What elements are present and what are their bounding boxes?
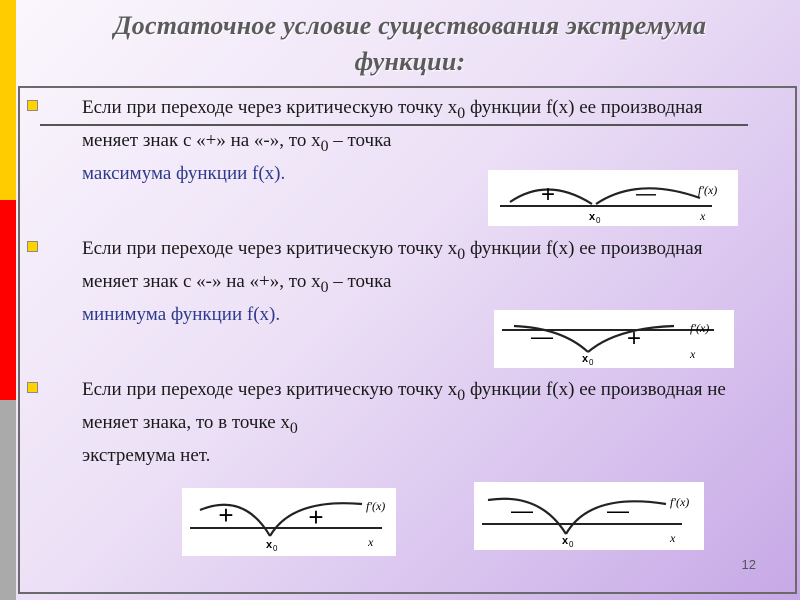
point-subscript: 0	[589, 358, 594, 367]
graph-no-extremum-negative	[474, 482, 704, 550]
function-label: f′(x)	[366, 499, 386, 513]
subscript: 0	[457, 386, 466, 404]
condition-text: Если при переходе через критическую точку х	[82, 97, 458, 118]
condition-no-extremum	[82, 376, 744, 469]
sign-right: +	[626, 325, 642, 352]
bullet-marker	[27, 382, 38, 393]
condition-text: Если при переходе через критическую точку х	[82, 379, 458, 400]
graph-maximum	[488, 170, 738, 226]
page-number: 12	[741, 557, 756, 572]
point-label: x	[562, 535, 569, 547]
subscript: 0	[457, 104, 466, 122]
sign-diagram	[474, 482, 704, 550]
axis-label: x	[690, 347, 696, 361]
accent-stripe-gray	[0, 400, 16, 600]
condition-conclusion: минимума функции f(x).	[82, 303, 281, 325]
graph-no-extremum-positive	[182, 488, 396, 556]
condition-text: функции f(x) ее производная меняет знак с «+» на «-», то х	[82, 97, 703, 151]
subscript: 0	[457, 245, 466, 263]
sign-left: —	[511, 498, 533, 523]
condition-conclusion: максимума функции f(x).	[82, 162, 286, 184]
slide-title	[20, 8, 800, 80]
sign-left: +	[540, 181, 556, 208]
graph-minimum	[494, 310, 734, 368]
sign-diagram	[182, 488, 396, 556]
condition-text: Если при переходе через критическую точку х	[82, 238, 458, 259]
condition-text: – точка	[328, 270, 392, 292]
point-subscript: 0	[569, 540, 574, 549]
condition-conclusion: экстремума нет.	[82, 444, 211, 466]
condition-text: функции f(x) ее производная не меняет знака, то в точке х	[82, 379, 726, 433]
sign-diagram	[494, 310, 734, 368]
accent-stripe-red	[0, 200, 16, 400]
function-label: f′(x)	[690, 321, 710, 335]
point-label: x	[266, 539, 273, 551]
slide-title-line2: функции:	[354, 47, 466, 76]
axis-label: x	[368, 535, 374, 549]
function-label: f′(x)	[698, 183, 718, 197]
sign-right: —	[607, 498, 629, 523]
derivative-curve	[200, 505, 270, 536]
sign-left: —	[531, 324, 553, 349]
axis-label: x	[700, 209, 706, 223]
point-subscript: 0	[273, 544, 278, 553]
axis-label: x	[670, 531, 676, 545]
bullet-marker	[27, 100, 38, 111]
point-label: x	[582, 353, 589, 365]
function-label: f′(x)	[670, 495, 690, 509]
sign-left: +	[218, 500, 234, 530]
condition-text: – точка	[328, 129, 392, 151]
subscript: 0	[289, 419, 298, 437]
accent-stripe-yellow	[0, 0, 16, 200]
slide-title-line1: Достаточное условие существования экстремума	[113, 11, 707, 40]
sign-right: +	[308, 502, 324, 532]
condition-text: функции f(x) ее производная меняет знак с «-» на «+», то х	[82, 238, 703, 292]
point-label: x	[589, 211, 596, 223]
sign-diagram	[488, 170, 738, 226]
point-subscript: 0	[596, 216, 601, 225]
subscript: 0	[320, 137, 329, 155]
sign-right: —	[636, 183, 656, 205]
bullet-marker	[27, 241, 38, 252]
subscript: 0	[320, 278, 329, 296]
